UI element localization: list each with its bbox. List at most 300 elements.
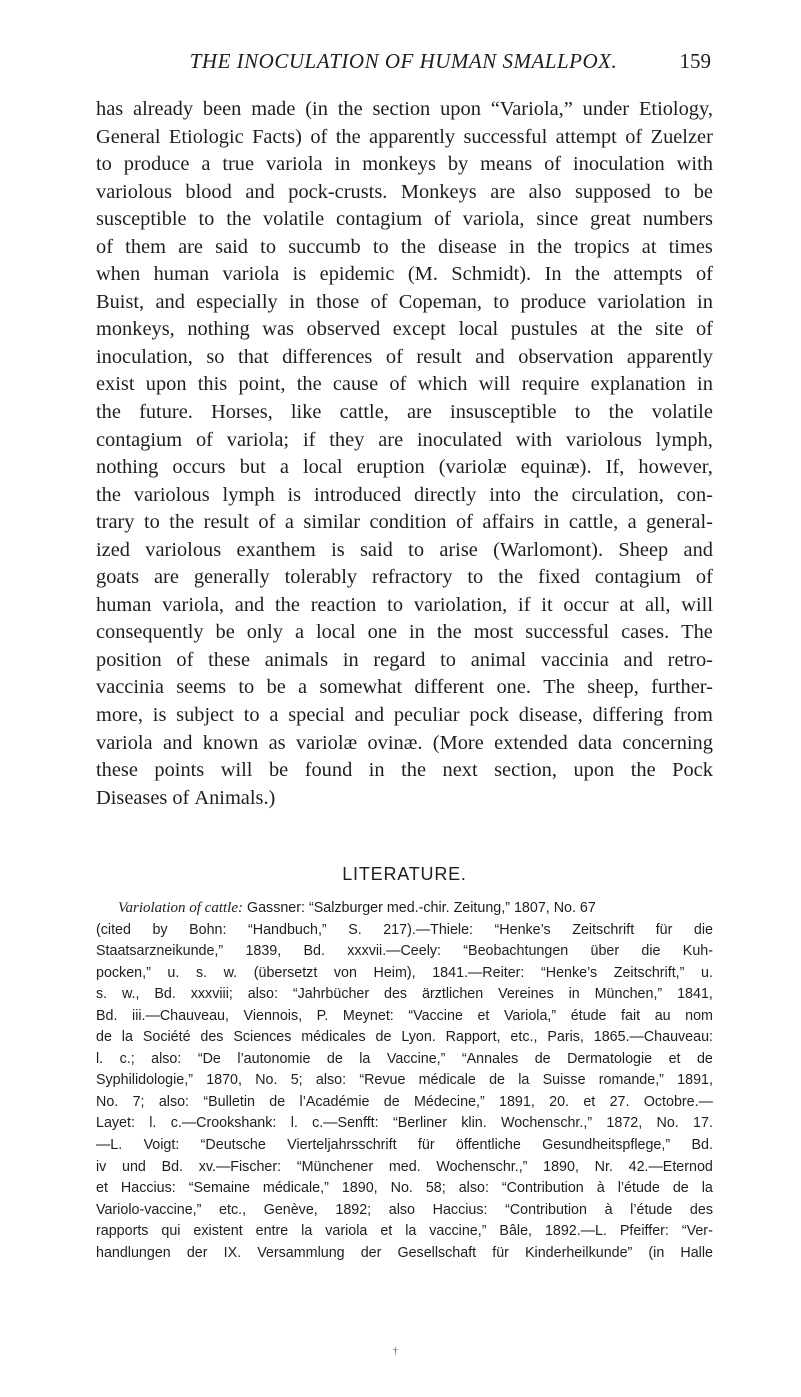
word: also: [315, 1072, 347, 1089]
word: apparently [369, 125, 456, 148]
word: affairs [482, 511, 535, 534]
literature-line [96, 1157, 713, 1179]
body-line [96, 234, 713, 262]
word: of [370, 290, 388, 313]
word: “Semaine [188, 1180, 250, 1197]
word: the [436, 621, 462, 644]
word: of [625, 125, 643, 148]
word: successful [525, 621, 610, 644]
word: la [359, 1050, 371, 1067]
word: in [509, 235, 525, 258]
word: succumb [288, 235, 361, 258]
word: if [302, 428, 316, 451]
word: variolæ [295, 731, 358, 754]
word: Vaccine,” [386, 1050, 446, 1067]
word: will [478, 373, 511, 396]
word: of [385, 345, 403, 368]
literature-line [96, 941, 713, 963]
word: variolous [133, 483, 210, 506]
word: the [275, 593, 300, 616]
word: The [543, 676, 575, 699]
word: variolous [145, 538, 222, 561]
word: volatile [651, 401, 713, 424]
word: also: [158, 1093, 190, 1110]
word: nothing [96, 456, 159, 479]
word: in [408, 621, 425, 644]
word: “Handbuch,” [248, 921, 327, 938]
word: in [697, 290, 713, 313]
word: Syphilidologie,” [96, 1072, 193, 1089]
word: existent [193, 1223, 243, 1240]
word: to [574, 401, 591, 424]
word: to [198, 208, 215, 231]
word: of [695, 263, 713, 286]
word: l. [96, 1050, 104, 1067]
word: tolerably [284, 566, 358, 589]
word: vaccinia [540, 648, 609, 671]
word: “Contribution [501, 1180, 584, 1197]
body-line [96, 592, 713, 620]
word: The [681, 621, 713, 644]
word: to [467, 566, 484, 589]
word: and [623, 648, 653, 671]
literature-line [96, 1070, 713, 1092]
word: means [480, 153, 533, 176]
word: etc., [219, 1201, 247, 1218]
word: et [583, 1093, 596, 1110]
word: the [575, 263, 600, 286]
word: are [378, 428, 404, 451]
word: directly [414, 483, 477, 506]
word: General [96, 125, 161, 148]
word: der [360, 1244, 382, 1261]
body-line [96, 371, 713, 399]
word: handlungen [96, 1244, 171, 1261]
word: also: [458, 1180, 489, 1197]
word: one [367, 621, 398, 644]
word: IX. [223, 1244, 242, 1261]
word: occurs [172, 456, 226, 479]
word: Octobre.— [643, 1093, 713, 1110]
word: general- [646, 511, 713, 534]
word: and [245, 180, 275, 203]
word: fait [621, 1007, 641, 1024]
word: de [96, 1029, 112, 1046]
word: pustules [510, 318, 578, 341]
word: der [186, 1244, 208, 1261]
word: at [590, 318, 605, 341]
word: lymph, [655, 428, 713, 451]
word: fixed [538, 566, 580, 589]
word: s. [96, 986, 108, 1003]
literature-heading: LITERATURE. [342, 864, 467, 884]
word: except [392, 318, 446, 341]
word: Heim), [373, 964, 416, 981]
literature-list [96, 898, 713, 1264]
word: points [154, 759, 205, 782]
word: circulation, [571, 483, 664, 506]
word: to [238, 676, 255, 699]
word: für [417, 1137, 435, 1154]
word: Wochenschr.,” [436, 1158, 528, 1175]
word: Genève, [263, 1201, 318, 1218]
word: Lyon. [401, 1029, 436, 1046]
word: local [315, 621, 356, 644]
word: attempt [555, 125, 617, 148]
word: rapports [96, 1223, 149, 1240]
word: upon [440, 98, 481, 120]
body-line [96, 482, 713, 510]
word: de [383, 1093, 400, 1110]
word: a [284, 511, 294, 534]
word: seems [176, 676, 227, 699]
word: those [316, 290, 360, 313]
word: to [387, 593, 404, 616]
word: so [206, 345, 225, 368]
word: introduced [313, 483, 402, 506]
literature-line [96, 1006, 713, 1028]
word: et [477, 1007, 490, 1024]
word: monkeys, [96, 318, 175, 341]
word: No. [656, 1115, 679, 1132]
body-line [96, 647, 713, 675]
word: like [290, 401, 322, 424]
word: No. [255, 1072, 278, 1089]
body-line [96, 289, 713, 317]
word: trary [96, 511, 135, 534]
word: Voigt: [143, 1137, 180, 1154]
literature-line [96, 1135, 713, 1157]
word: Buist, [96, 290, 145, 313]
word: “Vaccine [408, 1007, 463, 1024]
word: u. [701, 964, 713, 981]
word: to [372, 235, 389, 258]
word: (cited [96, 921, 131, 938]
word: Gesundheitspflege,” [542, 1137, 671, 1154]
word: next [442, 759, 478, 782]
word: if [518, 593, 531, 616]
word: inoculated [417, 428, 502, 451]
word: variola [325, 1223, 368, 1240]
word: of [310, 125, 328, 148]
word: Paris, [547, 1029, 584, 1046]
word: be [693, 180, 713, 203]
word: cattle, [339, 401, 389, 424]
word: l. [290, 1115, 298, 1132]
word: be [268, 759, 289, 782]
word: but [239, 456, 266, 479]
word: subject [176, 704, 234, 727]
word: into [489, 483, 521, 506]
word: au [654, 1007, 671, 1024]
word: the [401, 759, 427, 782]
word: xv.—Fischer: [198, 1158, 282, 1175]
body-line [96, 427, 713, 455]
word: Etiology, [638, 98, 713, 120]
word: nom [685, 1007, 713, 1024]
literature-line [96, 1200, 713, 1222]
word: similar [303, 511, 361, 534]
word: local [458, 318, 499, 341]
word: this [197, 373, 228, 396]
body-line [96, 96, 713, 124]
word: peculiar [393, 704, 460, 727]
word: in [697, 373, 713, 396]
word: tropics [574, 235, 630, 258]
word: disease [437, 235, 497, 258]
word: vaccine,” [429, 1223, 487, 1240]
word: was [262, 318, 294, 341]
word: will [220, 759, 253, 782]
word: de [489, 1072, 505, 1089]
body-line [96, 619, 713, 647]
word: the [498, 566, 524, 589]
word: für [655, 921, 673, 938]
word: “Henke’s [494, 921, 551, 938]
body-line [96, 399, 713, 427]
word: successful [463, 125, 548, 148]
word: Bd. [96, 1007, 118, 1024]
word: c.; [119, 1050, 135, 1067]
word: one. [496, 676, 531, 699]
word: 20. [549, 1093, 569, 1110]
word: “Deutsche [200, 1137, 266, 1154]
word: of [695, 318, 713, 341]
word: médicales [301, 1029, 366, 1046]
word: la [121, 1029, 133, 1046]
word: romande,” [598, 1072, 664, 1089]
word: result [203, 511, 249, 534]
word: 42.—Eternod [628, 1158, 713, 1175]
body-line [96, 454, 713, 482]
word: die [641, 943, 661, 960]
word: Viennois, [243, 1007, 303, 1024]
word: by [447, 153, 469, 176]
word: Pfeiffer: [619, 1223, 669, 1240]
word: susceptible [96, 208, 187, 231]
word: and [475, 345, 505, 368]
word: said [359, 538, 393, 561]
word: xxxvii.—Ceely: [347, 943, 442, 960]
word: future. [139, 401, 193, 424]
body-line [96, 564, 713, 592]
literature-line-text: Gassner: “Salzburger med.-chir. Zeitung,” 1807, No. 67 [246, 900, 596, 916]
word: sheep, [587, 676, 639, 699]
word: In [544, 263, 562, 286]
word: only [246, 621, 284, 644]
word: Société [142, 1029, 191, 1046]
literature-line [96, 963, 713, 985]
word: iv [96, 1158, 107, 1175]
word: 27. [609, 1093, 630, 1110]
word: Haccius: [120, 1180, 176, 1197]
word: that [238, 345, 269, 368]
word: 1841, [677, 986, 713, 1003]
word: Sciences [233, 1029, 292, 1046]
word: If, [605, 456, 625, 479]
word: to [440, 648, 457, 671]
word: explanation [590, 373, 686, 396]
word: la [405, 1223, 417, 1240]
word: “Berliner [392, 1115, 447, 1132]
literature-line [96, 984, 713, 1006]
literature-line [96, 1178, 713, 1200]
word: the [96, 401, 121, 424]
word: contagium [96, 428, 183, 451]
word: is [292, 263, 307, 286]
word: the [617, 318, 643, 341]
word: variola [96, 731, 153, 754]
word: the [537, 235, 562, 258]
word: is [331, 538, 345, 561]
word: from [673, 704, 713, 727]
word: of [195, 428, 213, 451]
running-title: THE INOCULATION OF HUMAN SMALLPOX. [189, 49, 618, 73]
word: of [544, 153, 562, 176]
word: Wochenschr.,” [501, 1115, 593, 1132]
word: Sheep [618, 538, 669, 561]
word: point, [238, 373, 286, 396]
body-line [96, 757, 713, 785]
word: known [202, 731, 259, 754]
body-line [96, 124, 713, 152]
word: inoculation, [96, 345, 193, 368]
word: 17. [693, 1115, 713, 1132]
word: contagium [336, 208, 423, 231]
word: are [153, 566, 179, 589]
word: refractory [372, 566, 453, 589]
word: also: [151, 1050, 182, 1067]
word: supposed [574, 180, 651, 203]
word: des [384, 986, 408, 1003]
body-line [96, 674, 713, 702]
word: cause [332, 373, 379, 396]
word: u. [167, 964, 180, 981]
word: variola, [162, 593, 224, 616]
word: data [578, 731, 613, 754]
word: upon [145, 373, 187, 396]
running-head [96, 49, 711, 79]
word: médicale,” [262, 1180, 329, 1197]
word: No. [390, 1180, 413, 1197]
word: insusceptible [450, 401, 557, 424]
word: de [534, 1050, 551, 1067]
word: et [96, 1180, 108, 1197]
word: to [493, 290, 510, 313]
word: l’étude [630, 1201, 673, 1218]
word: Dermatologie [567, 1050, 653, 1067]
word: it [541, 593, 553, 616]
word: Schmidt). [451, 263, 532, 286]
word: and [162, 731, 193, 754]
word: of [96, 235, 113, 258]
word: attempts [613, 263, 683, 286]
word: 1870, [206, 1072, 242, 1089]
word: of [172, 786, 190, 809]
word: a [201, 153, 211, 176]
word: and [354, 704, 385, 727]
literature-line [96, 1243, 713, 1265]
word: (in [648, 1244, 665, 1261]
word: animal [470, 648, 527, 671]
word: of [455, 511, 473, 534]
word: Bd. [154, 986, 176, 1003]
word: disease, [518, 704, 583, 727]
word: 1891, [677, 1072, 713, 1089]
word: ized [96, 538, 130, 561]
word: 1892.—L. [544, 1223, 607, 1240]
word: Kuh- [682, 943, 713, 960]
word: la [518, 1072, 530, 1089]
word: de [696, 1050, 713, 1067]
word: a [627, 511, 637, 534]
word: Zeitschrift,” [613, 964, 685, 981]
word: Gesellschaft [397, 1244, 477, 1261]
word: c.—Crookshank: [170, 1115, 277, 1132]
word: also: [247, 986, 278, 1003]
word: “Jahrbücher [292, 986, 370, 1003]
word: Variola,” [503, 1007, 557, 1024]
word: in [342, 648, 359, 671]
word: Zuelzer [650, 125, 713, 148]
word: variolation, [413, 593, 508, 616]
body-line [96, 316, 713, 344]
literature-line [96, 1027, 713, 1049]
word: pocken,” [96, 964, 151, 981]
literature-line [96, 1092, 713, 1114]
word: de [375, 1029, 392, 1046]
word: w., [122, 986, 140, 1003]
word: in [368, 759, 385, 782]
word: already [133, 98, 194, 120]
word: contagium [594, 566, 681, 589]
word: vaccinia [96, 676, 164, 699]
word: variolation [597, 290, 686, 313]
word: upon [573, 759, 615, 782]
word: section, [494, 759, 557, 782]
word: observation [518, 345, 614, 368]
word: Kinderheilkunde” [525, 1244, 633, 1261]
word: great [590, 208, 631, 231]
word: München,” [594, 986, 663, 1003]
word: —L. [96, 1137, 123, 1154]
word: of [433, 208, 451, 231]
word: 5; [290, 1072, 303, 1089]
word: S. [348, 921, 362, 938]
word: et [668, 1050, 681, 1067]
word: in [334, 153, 351, 176]
word: the [226, 208, 252, 231]
word: xxxviii; [190, 986, 233, 1003]
word: when [96, 263, 141, 286]
word: und [122, 1158, 146, 1175]
word: Pock [672, 759, 713, 782]
word: des [200, 1029, 224, 1046]
literature-line [96, 1221, 713, 1243]
word: Diseases [96, 786, 168, 809]
word: made [251, 98, 296, 120]
literature-line [96, 1049, 713, 1071]
word: la [701, 1180, 713, 1197]
word: de [269, 1093, 286, 1110]
word: as [268, 731, 286, 754]
page-number: 159 [679, 49, 711, 73]
word: à [596, 1180, 605, 1197]
word: be [215, 621, 235, 644]
word: require [521, 373, 580, 396]
word: and [234, 593, 265, 616]
word: med. [388, 1158, 421, 1175]
